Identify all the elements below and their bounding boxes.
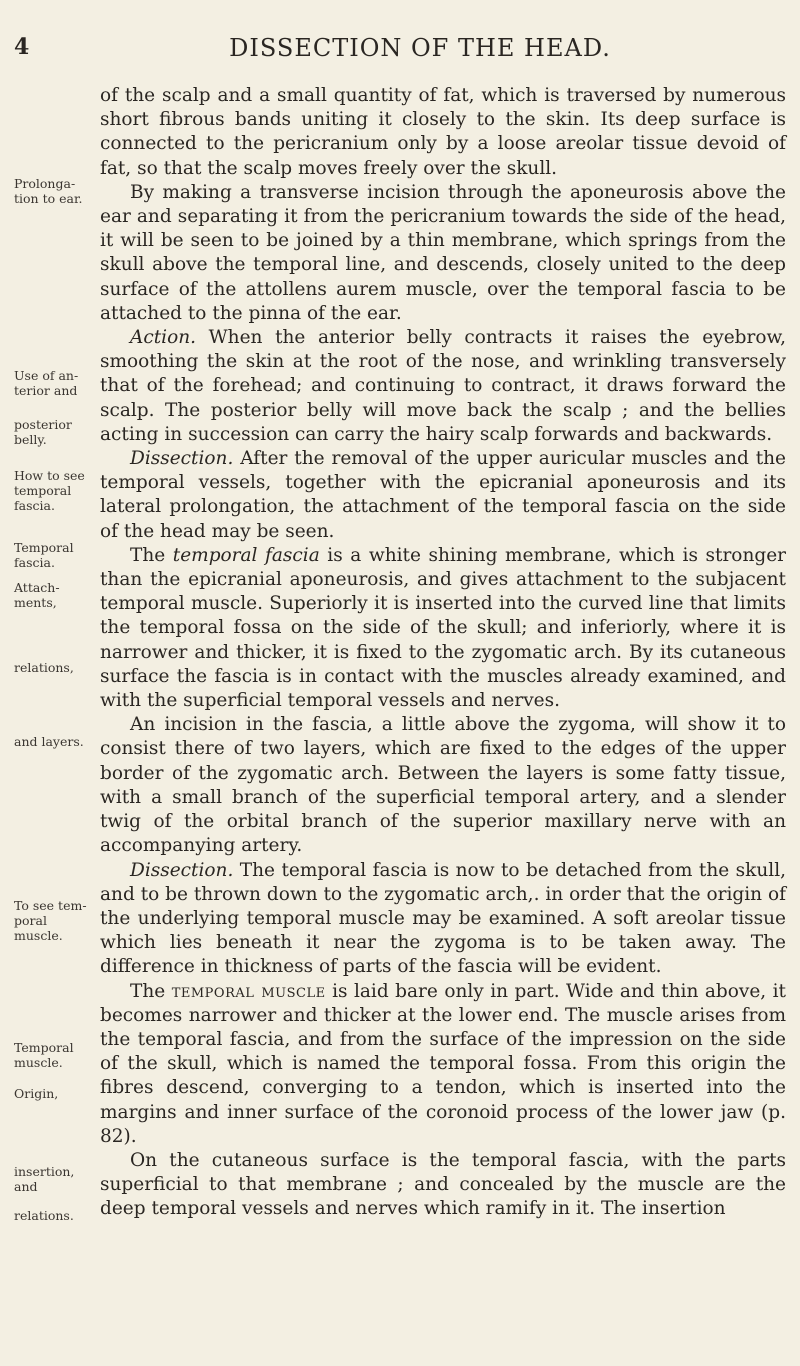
paragraph — [100, 980, 786, 1149]
paragraph-text: The temporal fascia is now to be detached from the skull, and to be thrown down to the zygomatic arch,. in order that the origin of the underlying temporal muscle may be examined. A soft areolar tissue which lies beneath it near the zygoma is to be taken away. The difference in thickness of parts of the fascia will be evident. — [100, 859, 786, 978]
paragraph-text: By making a transverse incision through the aponeurosis above the ear and separating it from the pericranium towards the side of the head, it will be seen to be joined by a thin membrane, which springs from the skull above the temporal line, and descends, closely united to the deep surface of the attollens aurem muscle, over the temporal fascia to be attached to the pinna of the ear. — [100, 181, 786, 324]
margin-note: How to see temporal fascia. — [14, 468, 85, 513]
body-text — [100, 84, 786, 1222]
margin-note: insertion, and — [14, 1164, 75, 1194]
margin-note: Prolonga-tion to ear. — [14, 176, 83, 206]
paragraph-text: On the cutaneous surface is the temporal fascia, with the parts superficial to that membrane ; and concealed by the muscle are the deep temporal vessels and nerves which ramify in it. The insertion — [100, 1149, 786, 1220]
margin-note: Origin, — [14, 1086, 59, 1101]
paragraph — [100, 447, 786, 544]
margin-note: Temporal muscle. — [14, 1040, 74, 1070]
paragraph-lead: Dissection. — [130, 859, 234, 881]
paragraph-text: of the scalp and a small quantity of fat, which is traversed by numerous short fibrous bands uniting it closely to the skin. Its deep surface is connected to the pericranium only by a loose areolar tissue devoid of fat, so that the scalp moves freely over the skull. — [100, 85, 786, 179]
margin-note: To see tem-poral muscle. — [14, 898, 87, 943]
paragraph-text: An incision in the fascia, a little above the zygoma, will show it to consist there of two layers, which are fixed to the edges of the upper border of the zygomatic arch. Between the layers is some fatty tissue, with a small branch of the superficial temporal artery, and a slender twig of the orbital branch of the superior maxillary nerve with an accompanying artery. — [100, 714, 786, 857]
paragraph — [100, 181, 786, 326]
paragraph-lead: temporal fascia — [172, 544, 320, 566]
paragraph — [100, 859, 786, 980]
paragraph-text: is a white shining membrane, which is stronger than the epicranial aponeurosis, and gives attachment to the subjacent temporal muscle. Superiorly it is inserted into the curved line that limits the temporal fossa on the side of the skull; and inferiorly, where it is narrower and thicker, it is fixed to the zygomatic arch. By its cutaneous surface the fascia is in contact with the muscles already examined, and with the superficial temporal vessels and nerves. — [100, 544, 786, 712]
paragraph-text: After the removal of the upper auricular muscles and the temporal vessels, together with the epicranial aponeurosis and its lateral prolongation, the attachment of the temporal fascia on the side of the head may be seen. — [100, 448, 786, 542]
paragraph — [100, 84, 786, 181]
margin-note: and layers. — [14, 734, 84, 749]
paragraph-text: When the anterior belly contracts it raises the eyebrow, smoothing the skin at the root of the nose, and wrinkling transversely that of the forehead; and continuing to contract, it draws forward the scalp. The posterior belly will move back the scalp ; and the bellies acting in succession can carry the hairy scalp forwards and backwards. — [100, 327, 786, 445]
paragraph — [100, 713, 786, 858]
paragraph — [100, 1149, 786, 1222]
page-number: 4 — [14, 34, 30, 60]
paragraph-lead: Action. — [130, 327, 197, 349]
margin-note: Attach-ments, — [14, 580, 60, 610]
margin-note: Use of an-terior and — [14, 368, 79, 398]
running-head: DISSECTION OF THE HEAD. — [229, 34, 611, 62]
paragraph-caps: temporal muscle — [171, 980, 326, 1002]
margin-note: Temporal fascia. — [14, 540, 74, 570]
paragraph-pre: The — [130, 544, 173, 566]
margin-note: posterior belly. — [14, 417, 72, 447]
margin-note: relations, — [14, 660, 74, 675]
margin-note: relations. — [14, 1208, 74, 1223]
paragraph — [100, 544, 786, 713]
paragraph-pre: The — [130, 980, 172, 1002]
paragraph-text: is laid bare only in part. Wide and thin above, it becomes narrower and thicker at the lower end. The muscle arises from the temporal fascia, and from the surface of the impression on the side of the skull, which is named the temporal fossa. From this origin the fibres descend, converging to a tendon, which is inserted into the margins and inner surface of the coronoid process of the lower jaw (p. 82). — [100, 980, 786, 1147]
paragraph — [100, 326, 786, 447]
paragraph-lead: Dissection. — [130, 448, 234, 470]
